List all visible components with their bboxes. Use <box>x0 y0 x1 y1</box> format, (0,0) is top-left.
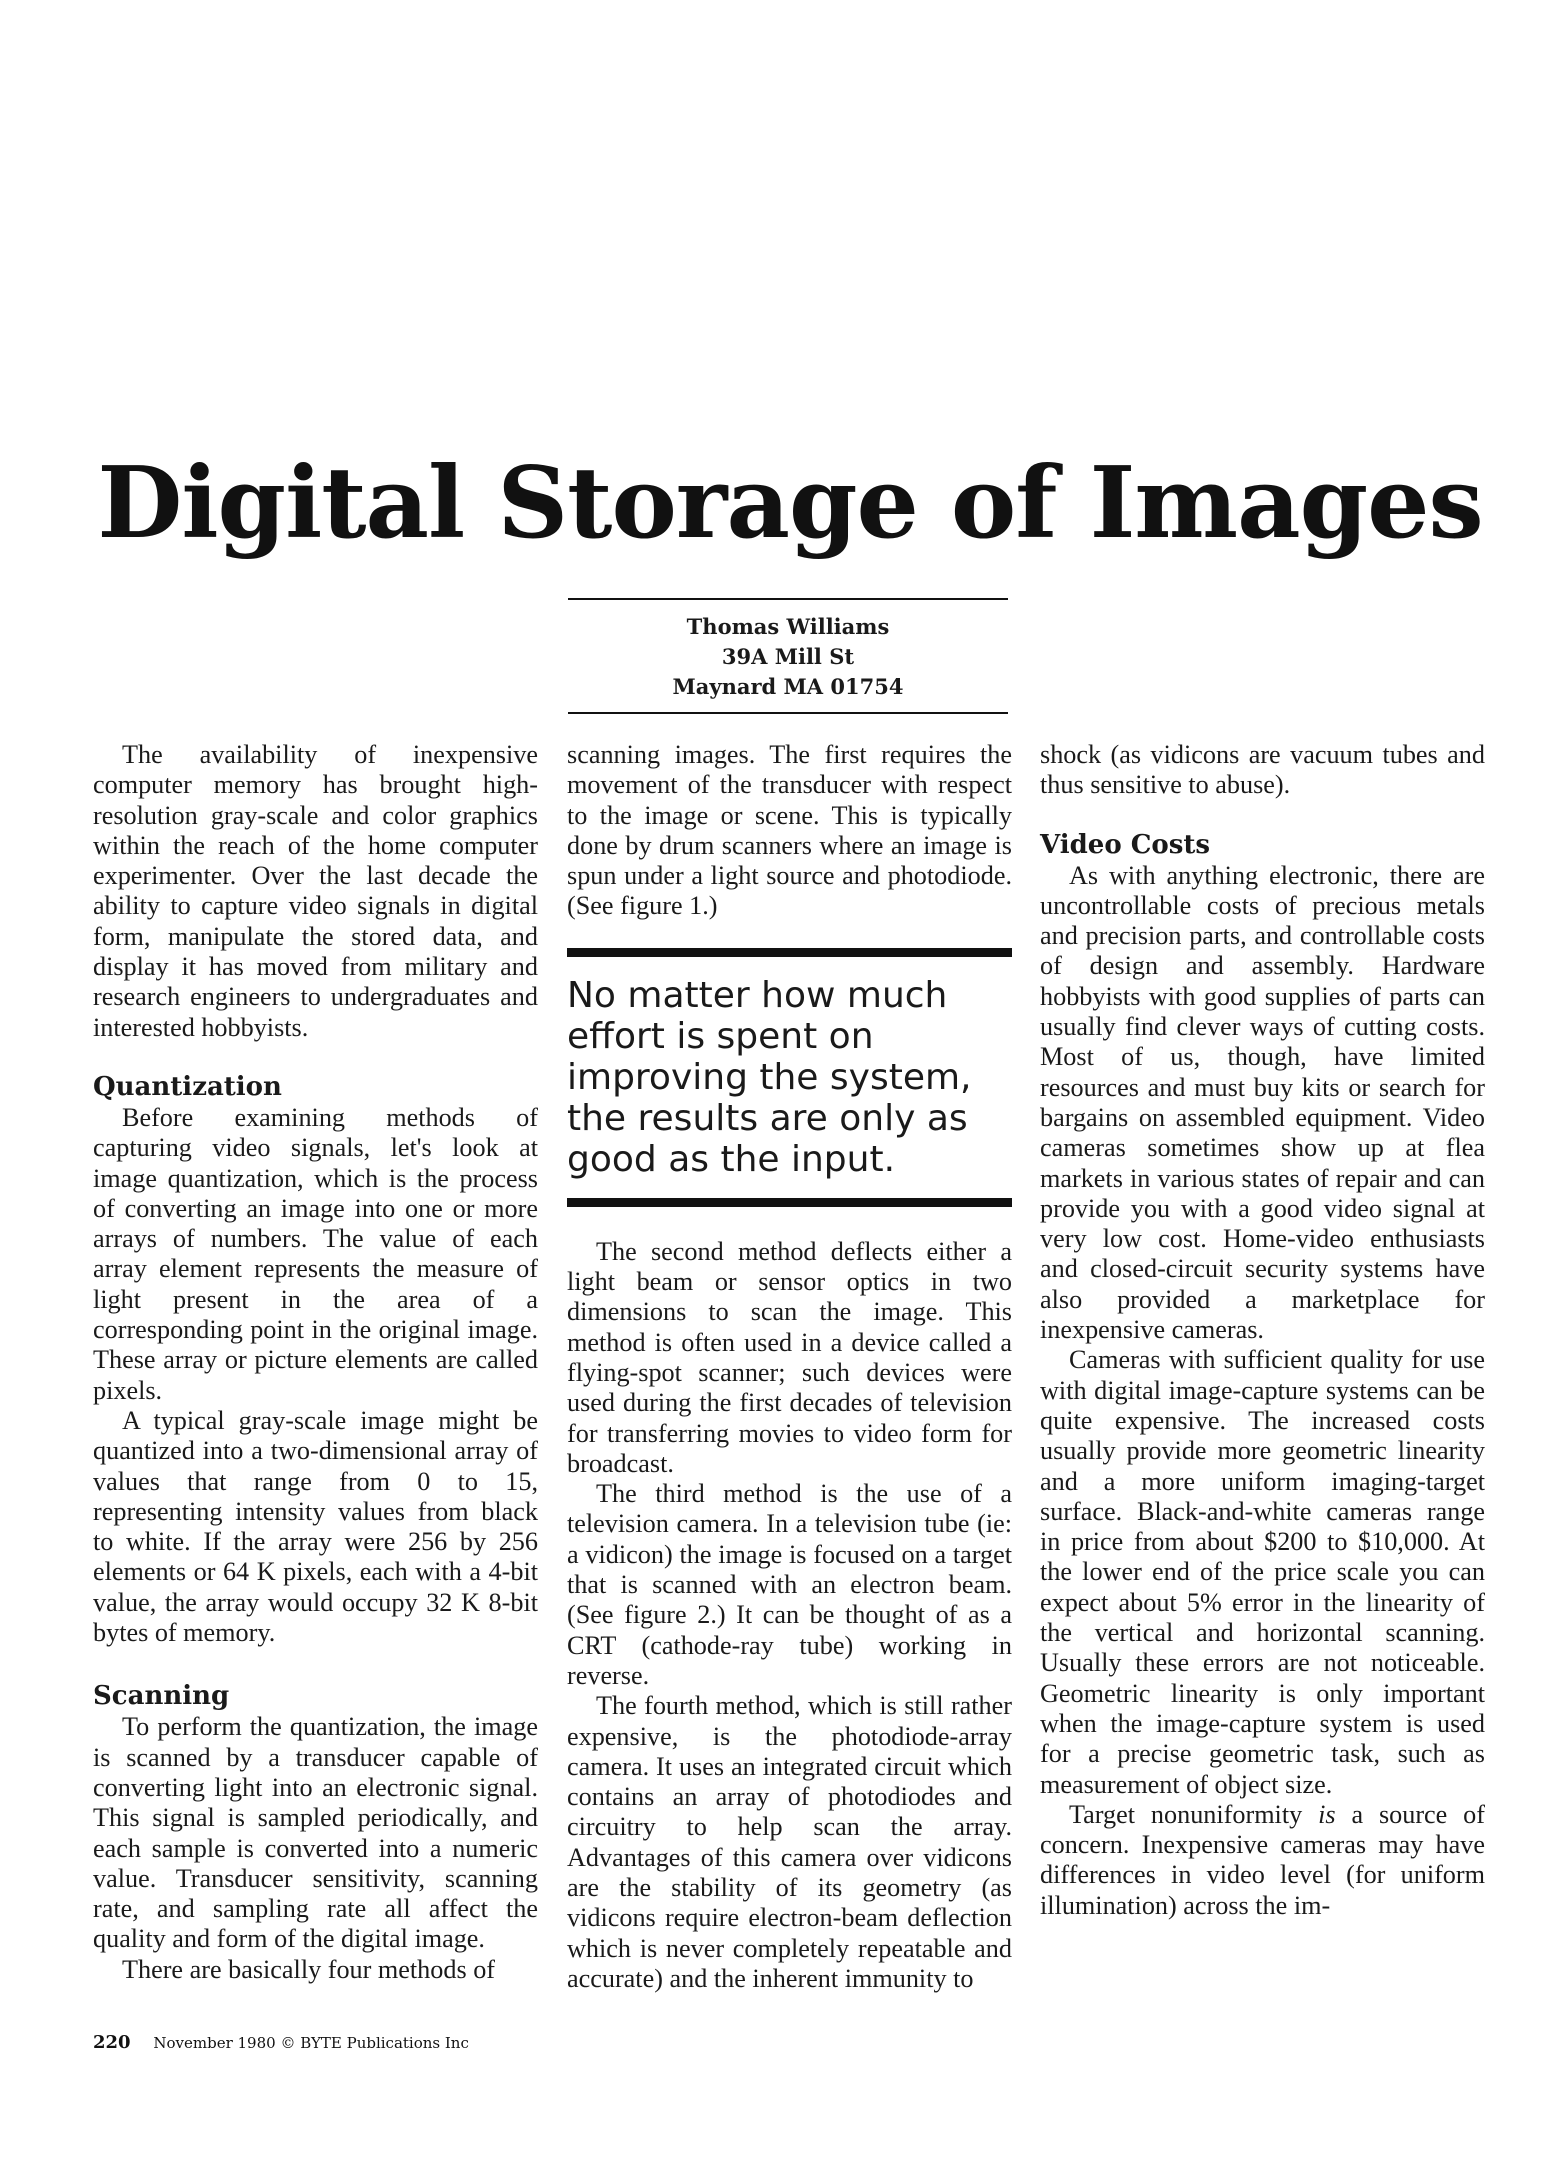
paragraph: Before examining methods of capturing video signals, let's look at image quantization, which is the process of converting an image into one or more arrays of numbers. The value of each array element represents the measure of light present in the area of a corresponding point in the original image. These array or picture elements are called pixels. <box>93 1102 538 1405</box>
page-number: 220 <box>93 2032 131 2053</box>
intro-paragraph: The availability of inexpensive computer memory has brought high-resolution gray-scale and color graphics within the reach of the home computer experimenter. Over the last decade the ability to capture video signals in digital form, manipulate the stored data, and display it has moved from military and research engineers to undergraduates and interested hobbyists. <box>93 740 538 1042</box>
column-2 <box>567 740 1012 1994</box>
paragraph-text: a source of concern. Inexpensive cameras may have differences in video level (for uniform illumination) across the im- <box>1040 1799 1485 1920</box>
author-street: 39A Mill St <box>721 644 855 669</box>
section-heading-scanning: Scanning <box>93 1681 230 1712</box>
author-city: Maynard MA 01754 <box>672 674 904 699</box>
paragraph: There are basically four methods of <box>122 1954 496 1984</box>
paragraph: shock (as vidicons are vacuum tubes and thus sensitive to abuse). <box>1040 740 1485 800</box>
paragraph: As with anything electronic, there are uncontrollable costs of precious metals and precision parts, and controllable costs of design and assembly. Hardware hobbyists with good supplies of parts can usually find clever ways of cutting costs. Most of us, though, have limited resources and must buy kits or search for bargains on assembled equipment. Video cameras sometimes show up at flea markets in various states of repair and can provide you with a good video signal at very low cost. Home-video enthusiasts and closed-circuit security systems have also provided a marketplace for inexpensive cameras. <box>1040 860 1485 1345</box>
emphasis-text: is <box>1318 1799 1336 1829</box>
paragraph: The fourth method, which is still rather expensive, is the photodiode-array camera. It uses an integrated circuit which contains an array of photodiodes and circuitry to help scan the array. Advantages of this camera over vidicons are the stability of its geometry (as vidicons require electron-beam deflection which is never completely repeatable and accurate) and the inherent immunity to <box>567 1691 1012 1993</box>
paragraph: To perform the quantization, the image is scanned by a transducer capable of converting light into an electronic signal. This signal is sampled periodically, and each sample is converted into a numeric value. Transducer sensitivity, scanning rate, and sampling rate all affect the quality and form of the digital image. <box>93 1712 538 1954</box>
author-byline <box>568 598 1008 714</box>
pull-quote-text: No matter how much effort is spent on improving the system, the results are only as good as the input. <box>567 974 972 1180</box>
paragraph-text: Target nonuniformity <box>1069 1799 1319 1829</box>
paragraph: The third method is the use of a television camera. In a television tube (ie: a vidicon) the image is focused on a target that is scanned with an electron beam. (See figure 2.) It can be thought of as a CRT (cathode-ray tube) working in reverse. <box>567 1479 1012 1690</box>
paragraph <box>1040 1800 1485 1921</box>
column-1 <box>93 740 538 1985</box>
paragraph: A typical gray-scale image might be quantized into a two-dimensional array of values that range from 0 to 15, representing intensity values from black to white. If the array were 256 by 256 elements or 64 K pixels, each with a 4-bit value, the array would occupy 32 K 8-bit bytes of memory. <box>93 1405 538 1648</box>
section-heading-video-costs: Video Costs <box>1040 829 1211 860</box>
section-heading-quantization: Quantization <box>93 1071 282 1102</box>
pull-quote <box>567 948 1012 1207</box>
author-name: Thomas Williams <box>686 614 890 639</box>
article-title: Digital Storage of Images <box>97 446 1483 561</box>
column-3 <box>1040 740 1485 1921</box>
paragraph: The second method deflects either a light beam or sensor optics in two dimensions to scan the image. This method is often used in a device called a flying-spot scanner; such devices were used during the first decades of television for transferring movies to video form for broadcast. <box>567 1236 1012 1478</box>
issue-credit: November 1980 © BYTE Publications Inc <box>153 2034 469 2052</box>
page-footer <box>93 2032 469 2053</box>
paragraph: scanning images. The first requires the movement of the transducer with respect to the image or scene. This is typically done by drum scanners where an image is spun under a light source and photodiode. (See figure 1.) <box>567 740 1012 921</box>
paragraph: Cameras with sufficient quality for use with digital image-capture systems can be quite expensive. The increased costs usually provide more geometric linearity and a more uniform imaging-target surface. Black-and-white cameras range in price from about $200 to $10,000. At the lower end of the price scale you can expect about 5% error in the linearity of the vertical and horizontal scanning. Usually these errors are not noticeable. Geometric linearity is only important when the image-capture system is used for a precise geometric task, such as measurement of object size. <box>1040 1345 1485 1799</box>
